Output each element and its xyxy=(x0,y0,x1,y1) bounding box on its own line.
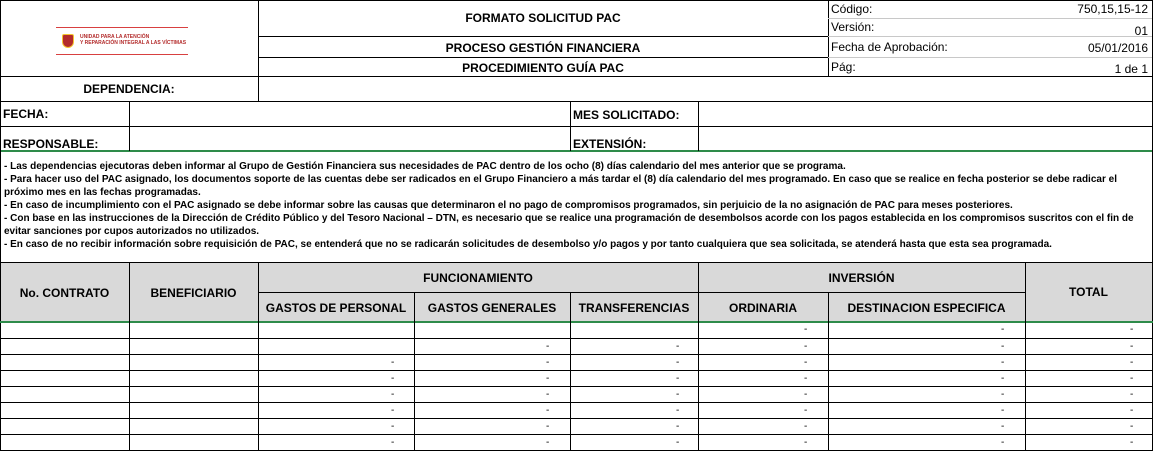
table-cell-value: - xyxy=(1001,373,1005,384)
col-header-contrato: No. CONTRATO xyxy=(19,286,110,300)
table-cell-value: - xyxy=(804,324,808,335)
responsable-field[interactable] xyxy=(130,127,570,150)
table-cell-value: - xyxy=(391,357,395,368)
table-cell-value: - xyxy=(1130,437,1134,448)
table-cell-value: - xyxy=(1001,405,1005,416)
dependencia-field[interactable] xyxy=(259,77,1152,101)
table-cell-value: - xyxy=(676,341,680,352)
instruction-item: - En caso de incumplimiento con el PAC asignado se debe informar sobre las causas que determinaron el no pago de compromisos programados, sin perjuicio de la no asignación de PAC para meses posteriores. xyxy=(4,200,1013,211)
logo-rule-bottom xyxy=(56,54,188,55)
mes-solicitado-field[interactable] xyxy=(699,102,1152,126)
table-cell-value: - xyxy=(1001,324,1005,335)
shield-icon xyxy=(62,34,74,48)
logo-rule-top xyxy=(56,27,188,28)
table-cell-value: - xyxy=(1130,421,1134,432)
form-title: FORMATO SOLICITUD PAC xyxy=(465,11,621,25)
group-header-inversion: INVERSIÓN xyxy=(828,271,895,285)
table-cell-value: - xyxy=(391,421,395,432)
meta-codigo-label: Código: xyxy=(831,2,873,16)
instruction-item: - Para hacer uso del PAC asignado, los documentos soporte de las cuentas debe ser radicados en el Grupo Financiero a más tardar el (8) día calendario del mes programado. En caso que se realice en fecha posterior se debe radicar el próximo mes en las fechas programadas. xyxy=(4,174,1117,198)
group-header-funcionamiento: FUNCIONAMIENTO xyxy=(423,271,533,285)
table-cell-value: - xyxy=(546,437,550,448)
logo-text-line1: UNIDAD PARA LA ATENCIÓN xyxy=(80,34,150,40)
extension-label: EXTENSIÓN: xyxy=(573,137,647,151)
table-cell-value: - xyxy=(1130,373,1134,384)
table-cell-value: - xyxy=(546,389,550,400)
table-cell-value: - xyxy=(546,373,550,384)
table-cell-value: - xyxy=(1001,437,1005,448)
table-cell-value: - xyxy=(1001,341,1005,352)
table-cell-value: - xyxy=(1001,357,1005,368)
table-cell-value: - xyxy=(1130,357,1134,368)
fecha-label: FECHA: xyxy=(3,107,49,121)
meta-fecha-label: Fecha de Aprobación: xyxy=(831,40,948,54)
col-header-gastos-generales: GASTOS GENERALES xyxy=(427,301,557,315)
col-header-ordinaria: ORDINARIA xyxy=(729,301,797,315)
col-header-transferencias: TRANSFERENCIAS xyxy=(578,301,690,315)
mes-solicitado-label: MES SOLICITADO: xyxy=(573,108,680,122)
extension-field[interactable] xyxy=(699,127,1152,150)
procedure-title: PROCEDIMIENTO GUÍA PAC xyxy=(462,61,624,75)
table-cell-value: - xyxy=(1130,405,1134,416)
instruction-item: - Con base en las instrucciones de la Dirección de Crédito Público y del Tesoro Nacional – DTN, es necesario que se realice una programación de desembolsos acorde con los pagos establecida en los compromisos suscritos con el fin de evitar sanciones por cupos autorizados no utilizados. xyxy=(4,213,1134,237)
dependencia-label: DEPENDENCIA: xyxy=(83,82,175,96)
table-cell-value: - xyxy=(546,405,550,416)
table-cell-value: - xyxy=(546,357,550,368)
table-cell-value: - xyxy=(391,389,395,400)
table-cell-value: - xyxy=(1001,389,1005,400)
table-cell-value: - xyxy=(804,437,808,448)
col-header-total: TOTAL xyxy=(1069,285,1108,299)
table-cell-value: - xyxy=(804,341,808,352)
table-cell-value: - xyxy=(1130,324,1134,335)
table-cell-value: - xyxy=(1001,421,1005,432)
meta-fecha-value: 05/01/2016 xyxy=(1087,41,1148,55)
col-header-beneficiario: BENEFICIARIO xyxy=(150,286,237,300)
table-cell-value: - xyxy=(676,437,680,448)
table-cell-value: - xyxy=(804,405,808,416)
table-cell-value: - xyxy=(804,421,808,432)
meta-pag-label: Pág: xyxy=(831,60,856,74)
meta-version-value: 01 xyxy=(1134,24,1148,38)
instruction-item: - Las dependencias ejecutoras deben informar al Grupo de Gestión Financiera sus necesidades de PAC dentro de los ocho (8) días calendario del mes anterior que se programa. xyxy=(4,161,846,172)
table-cell-value: - xyxy=(676,373,680,384)
instructions-block xyxy=(4,160,1150,251)
col-header-gastos-personal: GASTOS DE PERSONAL xyxy=(265,301,407,315)
table-cell-value: - xyxy=(676,421,680,432)
logo xyxy=(56,30,196,52)
table-cell-value: - xyxy=(391,405,395,416)
meta-version-label: Versión: xyxy=(831,20,875,34)
table-cell-value: - xyxy=(676,357,680,368)
table-cell-value: - xyxy=(546,341,550,352)
table-cell-value: - xyxy=(1130,341,1134,352)
table-cell-value: - xyxy=(804,357,808,368)
table-cell-value: - xyxy=(804,373,808,384)
process-title: PROCESO GESTIÓN FINANCIERA xyxy=(445,41,641,55)
table-cell-value: - xyxy=(676,405,680,416)
table-cell-value: - xyxy=(391,373,395,384)
responsable-label: RESPONSABLE: xyxy=(3,137,99,151)
logo-text-line2: Y REPARACIÓN INTEGRAL A LAS VÍCTIMAS xyxy=(80,40,187,46)
table-cell-value: - xyxy=(391,437,395,448)
table-cell-value: - xyxy=(1130,389,1134,400)
instruction-item: - En caso de no recibir información sobre requisición de PAC, se entenderá que no se radicarán solicitudes de desembolso y/o pagos y por tanto cualquiera que sea solicitada, se atenderá hasta que esta sea programada. xyxy=(4,239,1052,250)
col-header-destinacion: DESTINACION ESPECIFICA xyxy=(847,301,1006,315)
fecha-field[interactable] xyxy=(130,102,570,126)
table-cell-value: - xyxy=(804,389,808,400)
table-cell-value: - xyxy=(676,389,680,400)
meta-codigo-value: 750,15,15-12 xyxy=(1077,2,1148,16)
table-cell-value: - xyxy=(546,421,550,432)
meta-pag-value: 1 de 1 xyxy=(1114,62,1148,76)
